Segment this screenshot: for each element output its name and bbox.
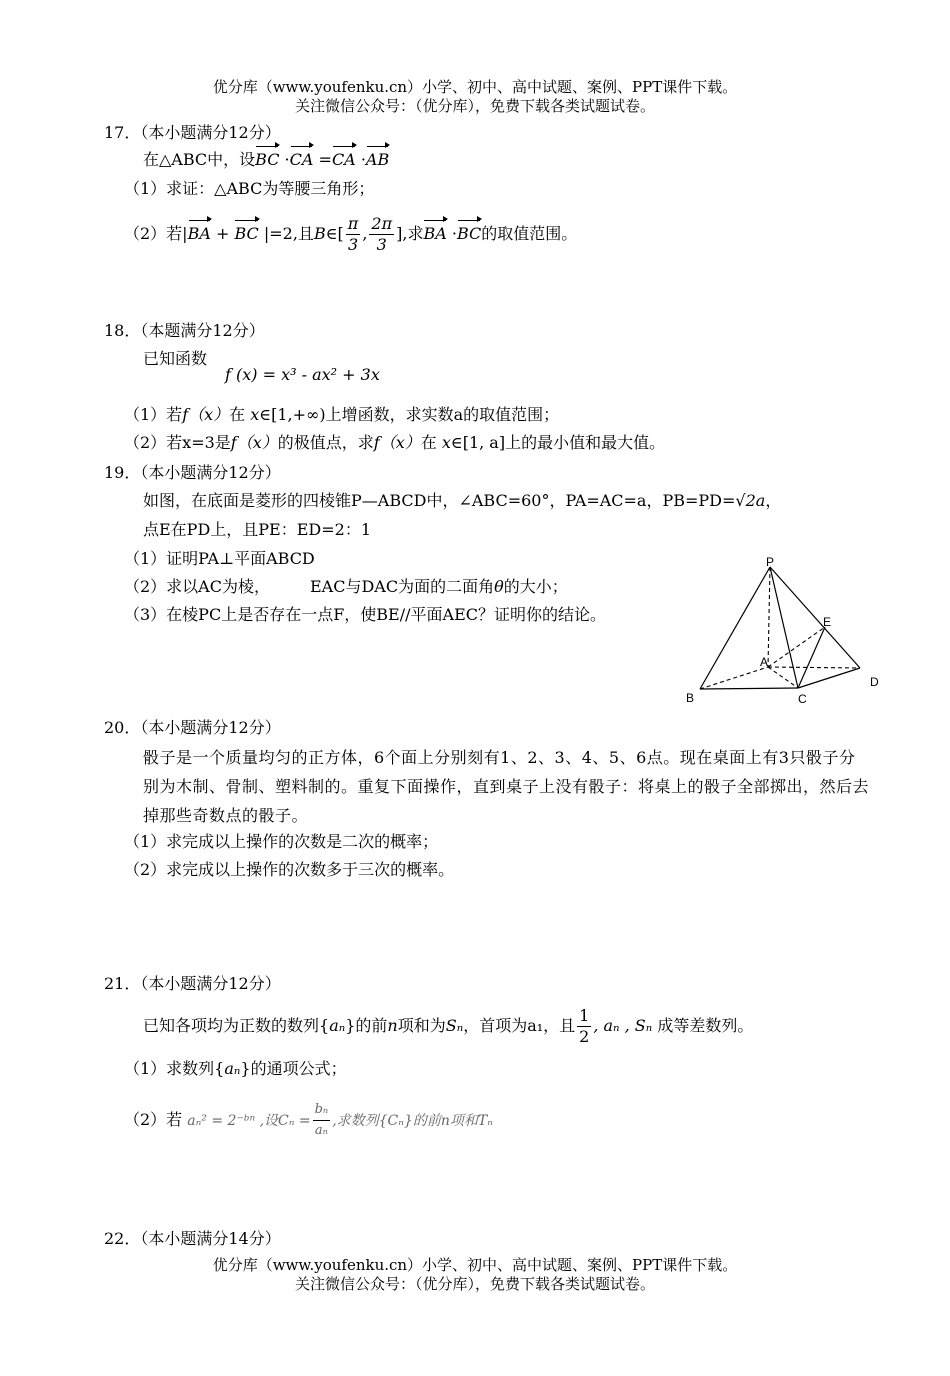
page-footer-line1: 优分库（www.youfenku.cn）小学、初中、高中试题、案例、PPT课件下载。 [212,1256,738,1274]
q20-title: 20．（本小题满分12分） [104,718,281,737]
label-e: E [823,615,832,629]
vector-bc: BC [255,150,280,169]
q20-paragraph: 骰子是一个质量均匀的正方体，6个面上分别刻有1、2、3、4、5、6点。现在桌面上有3只骰子分别为木制、骨制、塑料制的。重复下面操作，直到桌子上没有骰子：将桌上的骰子全部掷出，然后去掉那些奇数点的骰子。 [143,748,870,825]
vector-ca: CA [289,150,314,169]
q18-intro: 已知函数 [143,349,208,368]
q19-title: 19．（本小题满分12分） [104,463,281,482]
q18-part1: （1）若f（x）在 x∈[1,+∞)上增函数，求实数a的取值范围； [124,405,560,424]
vector-ca: CA [331,150,356,169]
q21-part1: （1）求数列{aₙ}的通项公式； [124,1059,347,1078]
q18-function: f (x) = x³ - ax² + 3x [225,365,380,384]
q22-title: 22．（本小题满分14分） [104,1229,281,1248]
edge-pc [770,567,798,688]
q21-intro: 已知各项均为正数的数列{aₙ}的前n项和为Sₙ，首项为a₁，且 $\frac{1}{2}$ , aₙ , Sₙ 成等差数列。 [143,1006,754,1046]
q17-part1: （1）求证：△ABC为等腰三角形； [124,179,375,198]
label-a: A [760,655,769,669]
label-b: B [686,691,695,705]
page-header-line1: 优分库（www.youfenku.cn）小学、初中、高中试题、案例、PPT课件下载。 [212,78,738,96]
label-d: D [870,675,879,689]
q21-title: 21．（本小题满分12分） [104,974,281,993]
pyramid-figure [680,555,895,710]
q17-title: 17．（本小题满分12分） [104,123,281,142]
q19-part1: （1）证明PA⊥平面ABCD [124,549,315,568]
q21-part2: （2）若 aₙ² = 2⁻ᵇⁿ ,设Cₙ = $\frac{\text{bₙ}}{\text{aₙ}}$ ,求数列{Cₙ}的前n项和Tₙ [124,1102,493,1138]
q20-part1: （1）求完成以上操作的次数是二次的概率； [124,832,439,851]
label-c: C [798,692,807,706]
edge-pd [770,567,860,668]
q19-part3: （3）在棱PC上是否存在一点F，使BE//平面AEC？证明你的结论。 [124,605,606,624]
vector-ab: AB [365,150,390,169]
q17-part2: （2）若|BA + BC |=2,且B∈[ $\frac{\pi}{3}$ , $\frac{2\pi}{3}$ ],求BA ·BC的取值范围。 [124,214,578,254]
q18-title: 18．（本题满分12分） [104,321,265,340]
q19-line2: 点E在PD上，且PE：ED=2：1 [143,520,371,539]
q20-part2: （2）求完成以上操作的次数多于三次的概率。 [124,860,455,879]
page-footer-line2: 关注微信公众号：（优分库），免费下载各类试题试卷。 [294,1275,655,1293]
edge-cd [798,668,860,688]
q17-intro: 在△ABC中，设BC ·CA =CA ·AB [143,150,390,169]
label-p: P [766,555,775,569]
q19-part2: （2）求以AC为棱， EAC与DAC为面的二面角θ的大小； [124,577,568,596]
edge-pa [768,567,770,667]
q18-part2: （2）若x=3是f（x）的极值点，求f（x）在 x∈[1, a]上的最小值和最大值。 [124,433,666,452]
edge-pb [700,567,770,689]
page-header-line2: 关注微信公众号：（优分库），免费下载各类试题试卷。 [294,97,655,115]
edge-ad [768,667,860,668]
q19-line1: 如图，在底面是菱形的四棱锥P—ABCD中，∠ABC=60°，PA=AC=a，PB=PD=√2a， [143,491,782,510]
edge-ce [798,627,825,688]
edge-bc [700,688,798,689]
